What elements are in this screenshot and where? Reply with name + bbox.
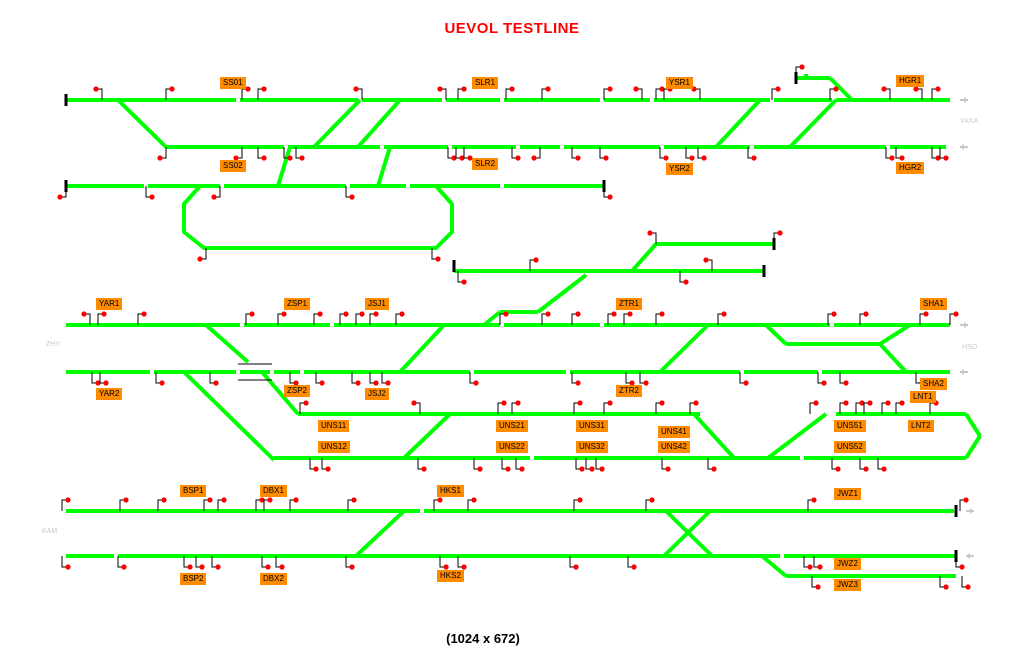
signal-icon bbox=[863, 466, 868, 471]
track-segment bbox=[694, 414, 734, 458]
track-segment bbox=[404, 414, 450, 458]
track-segment bbox=[118, 100, 166, 147]
signal-icon bbox=[577, 497, 582, 502]
label-jwz2[interactable]: JWZ2 bbox=[834, 558, 861, 570]
signal-icon bbox=[683, 279, 688, 284]
signal-icon bbox=[215, 564, 220, 569]
label-uns31[interactable]: UNS31 bbox=[576, 420, 608, 432]
signal-icon bbox=[647, 230, 652, 235]
track-segment bbox=[378, 147, 390, 186]
signal-icon bbox=[435, 256, 440, 261]
edge-label-yaxa: YAXA bbox=[960, 118, 979, 125]
signal-icon bbox=[599, 466, 604, 471]
track-segment bbox=[356, 511, 404, 556]
signal-icon bbox=[187, 564, 192, 569]
screen-size-caption: (1024 x 672) bbox=[446, 631, 520, 646]
signal-icon bbox=[81, 311, 86, 316]
label-zsp1[interactable]: ZSP1 bbox=[284, 298, 310, 310]
signal-icon bbox=[575, 311, 580, 316]
signal-icon bbox=[161, 497, 166, 502]
direction-arrow-icon bbox=[960, 144, 964, 150]
signal-icon bbox=[943, 584, 948, 589]
signal-icon bbox=[279, 564, 284, 569]
track-segment bbox=[966, 436, 980, 458]
signal-icon bbox=[777, 230, 782, 235]
label-hgr1[interactable]: HGR1 bbox=[896, 75, 924, 87]
label-jwz3[interactable]: JWZ3 bbox=[834, 579, 861, 591]
signal-icon bbox=[821, 380, 826, 385]
signal-icon bbox=[287, 155, 292, 160]
signal-icon bbox=[353, 86, 358, 91]
signal-icon bbox=[421, 466, 426, 471]
signal-icon bbox=[261, 86, 266, 91]
track-loop bbox=[184, 186, 452, 248]
direction-arrow-icon bbox=[970, 508, 974, 514]
signal-icon bbox=[659, 400, 664, 405]
label-uns42[interactable]: UNS42 bbox=[658, 441, 690, 453]
label-ss02[interactable]: SS02 bbox=[220, 160, 246, 172]
signal-icon bbox=[281, 311, 286, 316]
signal-icon bbox=[141, 311, 146, 316]
signal-icon bbox=[261, 155, 266, 160]
label-bsp2[interactable]: BSP2 bbox=[180, 573, 206, 585]
track-segment bbox=[716, 100, 760, 147]
signal-icon bbox=[473, 380, 478, 385]
signal-icon bbox=[611, 311, 616, 316]
signal-icon bbox=[197, 256, 202, 261]
track-segment bbox=[768, 414, 826, 458]
label-hgr2[interactable]: HGR2 bbox=[896, 162, 924, 174]
label-ysr1[interactable]: YSR1 bbox=[666, 77, 693, 89]
signal-icon bbox=[889, 155, 894, 160]
signal-icon bbox=[351, 497, 356, 502]
label-jsj1[interactable]: JSJ1 bbox=[365, 298, 389, 310]
signal-icon bbox=[211, 194, 216, 199]
label-jwz1[interactable]: JWZ1 bbox=[834, 488, 861, 500]
signal-icon bbox=[885, 400, 890, 405]
signal-icon bbox=[159, 380, 164, 385]
signal-icon bbox=[575, 155, 580, 160]
signal-icon bbox=[711, 466, 716, 471]
label-uns21[interactable]: UNS21 bbox=[496, 420, 528, 432]
track-segment bbox=[880, 325, 910, 344]
track-segment bbox=[660, 325, 708, 372]
label-ztr1[interactable]: ZTR1 bbox=[616, 298, 642, 310]
signal-icon bbox=[965, 584, 970, 589]
signal-icon bbox=[659, 311, 664, 316]
signal-icon bbox=[123, 497, 128, 502]
label-ztr2[interactable]: ZTR2 bbox=[616, 385, 642, 397]
signal-icon bbox=[213, 380, 218, 385]
signal-icon bbox=[313, 466, 318, 471]
edge-label-zhy: ZHY bbox=[46, 341, 60, 348]
track-segment bbox=[184, 372, 274, 460]
signal-icon bbox=[843, 380, 848, 385]
signal-icon bbox=[437, 497, 442, 502]
signal-icon bbox=[831, 311, 836, 316]
edge-label-hso: HSO bbox=[962, 344, 978, 351]
signal-icon bbox=[443, 564, 448, 569]
signal-icon bbox=[505, 466, 510, 471]
signal-icon bbox=[343, 311, 348, 316]
signal-icon bbox=[775, 86, 780, 91]
label-lnt1[interactable]: LNT1 bbox=[910, 391, 936, 403]
edge-label-kam: KAM bbox=[42, 528, 58, 535]
buffer-stop-icon bbox=[453, 260, 456, 272]
signal-icon bbox=[299, 155, 304, 160]
signal-icon bbox=[169, 86, 174, 91]
label-dbx1[interactable]: DBX1 bbox=[260, 485, 287, 497]
track-segment bbox=[880, 344, 906, 372]
signal-icon bbox=[811, 497, 816, 502]
signal-icon bbox=[503, 311, 508, 316]
signal-icon bbox=[461, 86, 466, 91]
signal-icon bbox=[461, 279, 466, 284]
signal-icon bbox=[199, 564, 204, 569]
signal-icon bbox=[437, 86, 442, 91]
signal-icon bbox=[531, 155, 536, 160]
signal-icon bbox=[867, 400, 872, 405]
signal-icon bbox=[359, 311, 364, 316]
label-lnt2[interactable]: LNT2 bbox=[908, 420, 934, 432]
signal-icon bbox=[579, 466, 584, 471]
label-hks1[interactable]: HKS1 bbox=[437, 485, 464, 497]
signal-icon bbox=[373, 311, 378, 316]
track-segment bbox=[538, 275, 586, 312]
signal-icon bbox=[245, 86, 250, 91]
signal-icon bbox=[575, 380, 580, 385]
signal-icon bbox=[953, 311, 958, 316]
label-uns32[interactable]: UNS32 bbox=[576, 441, 608, 453]
track-segment bbox=[790, 100, 836, 147]
signal-icon bbox=[649, 497, 654, 502]
direction-arrow-icon bbox=[964, 97, 968, 103]
label-uns12[interactable]: UNS12 bbox=[318, 441, 350, 453]
signal-icon bbox=[633, 86, 638, 91]
label-zsp2[interactable]: ZSP2 bbox=[284, 385, 310, 397]
page-title: UEVOL TESTLINE bbox=[444, 20, 580, 37]
label-yar2[interactable]: YAR2 bbox=[96, 388, 122, 400]
signal-icon bbox=[101, 311, 106, 316]
label-uns52[interactable]: UNS52 bbox=[834, 441, 866, 453]
signal-icon bbox=[799, 64, 804, 69]
signal-icon bbox=[501, 400, 506, 405]
signal-icon bbox=[743, 380, 748, 385]
signal-icon bbox=[959, 564, 964, 569]
signal-icon bbox=[899, 400, 904, 405]
signal-icon bbox=[385, 380, 390, 385]
signal-icon bbox=[319, 380, 324, 385]
signal-icon bbox=[249, 311, 254, 316]
signal-icon bbox=[813, 400, 818, 405]
label-jsj2[interactable]: JSJ2 bbox=[365, 388, 389, 400]
signal-icon bbox=[665, 466, 670, 471]
signal-icon bbox=[267, 497, 272, 502]
track-segment bbox=[966, 414, 980, 436]
track-segment bbox=[314, 100, 360, 147]
track-segment bbox=[766, 325, 786, 344]
signal-icon bbox=[471, 497, 476, 502]
track-segment bbox=[400, 325, 444, 372]
signal-icon bbox=[399, 311, 404, 316]
signal-icon bbox=[57, 194, 62, 199]
signal-icon bbox=[207, 497, 212, 502]
signal-icon bbox=[833, 86, 838, 91]
signal-icon bbox=[545, 311, 550, 316]
signal-icon bbox=[913, 86, 918, 91]
signal-icon bbox=[923, 311, 928, 316]
label-sha1[interactable]: SHA1 bbox=[920, 298, 947, 310]
direction-arrow-icon bbox=[964, 322, 968, 328]
signal-icon bbox=[121, 564, 126, 569]
signal-icon bbox=[477, 466, 482, 471]
signal-icon bbox=[515, 155, 520, 160]
signal-icon bbox=[963, 497, 968, 502]
label-dbx2[interactable]: DBX2 bbox=[260, 573, 287, 585]
signal-icon bbox=[103, 380, 108, 385]
signal-icon bbox=[545, 86, 550, 91]
signal-icon bbox=[943, 155, 948, 160]
signal-icon bbox=[721, 311, 726, 316]
label-slr1[interactable]: SLR1 bbox=[472, 77, 498, 89]
signal-icon bbox=[843, 400, 848, 405]
label-yar1[interactable]: YAR1 bbox=[96, 298, 122, 310]
signal-icon bbox=[149, 194, 154, 199]
signal-icon bbox=[93, 86, 98, 91]
label-sha2[interactable]: SHA2 bbox=[920, 378, 947, 390]
signal-icon bbox=[65, 497, 70, 502]
signal-icon bbox=[317, 311, 322, 316]
signal-icon bbox=[221, 497, 226, 502]
signal-icon bbox=[349, 194, 354, 199]
signal-icon bbox=[701, 155, 706, 160]
signal-icon bbox=[627, 311, 632, 316]
signal-icon bbox=[881, 466, 886, 471]
buffer-stop-icon bbox=[763, 265, 766, 277]
signal-icon bbox=[817, 564, 822, 569]
signal-icon bbox=[519, 466, 524, 471]
signal-icon bbox=[589, 466, 594, 471]
signal-icon bbox=[815, 584, 820, 589]
label-slr2[interactable]: SLR2 bbox=[472, 158, 498, 170]
track-segment bbox=[632, 244, 656, 271]
signal-icon bbox=[533, 257, 538, 262]
signal-icon bbox=[881, 86, 886, 91]
signal-icon bbox=[693, 400, 698, 405]
label-uns51[interactable]: UNS51 bbox=[834, 420, 866, 432]
signal-icon bbox=[935, 86, 940, 91]
buffer-stop-icon bbox=[65, 94, 68, 106]
track-segment bbox=[206, 325, 248, 362]
signal-icon bbox=[577, 400, 582, 405]
label-uns22[interactable]: UNS22 bbox=[496, 441, 528, 453]
signal-icon bbox=[835, 466, 840, 471]
signal-icon bbox=[349, 564, 354, 569]
signal-icon bbox=[515, 400, 520, 405]
label-ss01[interactable]: SS01 bbox=[220, 77, 246, 89]
label-uns41[interactable]: UNS41 bbox=[658, 426, 690, 438]
signal-icon bbox=[303, 400, 308, 405]
signal-icon bbox=[607, 86, 612, 91]
buffer-stop-icon bbox=[955, 505, 958, 517]
track-segment bbox=[358, 100, 400, 147]
label-uns11[interactable]: UNS11 bbox=[318, 420, 349, 432]
signal-icon bbox=[355, 380, 360, 385]
signal-icon bbox=[689, 155, 694, 160]
direction-arrow-icon bbox=[960, 369, 964, 375]
signal-icon bbox=[607, 194, 612, 199]
signal-icon bbox=[157, 155, 162, 160]
signal-icon bbox=[411, 400, 416, 405]
signal-icon bbox=[607, 400, 612, 405]
signal-icon bbox=[899, 155, 904, 160]
direction-arrow-icon bbox=[966, 553, 970, 559]
signal-icon bbox=[751, 155, 756, 160]
signal-icon bbox=[65, 564, 70, 569]
signal-icon bbox=[603, 155, 608, 160]
signal-icon bbox=[325, 466, 330, 471]
signal-icon bbox=[631, 564, 636, 569]
label-ysr2[interactable]: YSR2 bbox=[666, 163, 693, 175]
signal-icon bbox=[703, 257, 708, 262]
signal-icon bbox=[663, 155, 668, 160]
track-segment bbox=[762, 556, 786, 576]
signal-icon bbox=[265, 564, 270, 569]
signal-icon bbox=[863, 311, 868, 316]
label-hks2[interactable]: HKS2 bbox=[437, 570, 464, 582]
signal-icon bbox=[293, 497, 298, 502]
signal-icon bbox=[461, 564, 466, 569]
signal-icon bbox=[643, 380, 648, 385]
signal-icon bbox=[573, 564, 578, 569]
signal-icon bbox=[373, 380, 378, 385]
label-bsp1[interactable]: BSP1 bbox=[180, 485, 206, 497]
signal-icon bbox=[807, 564, 812, 569]
signal-icon bbox=[509, 86, 514, 91]
